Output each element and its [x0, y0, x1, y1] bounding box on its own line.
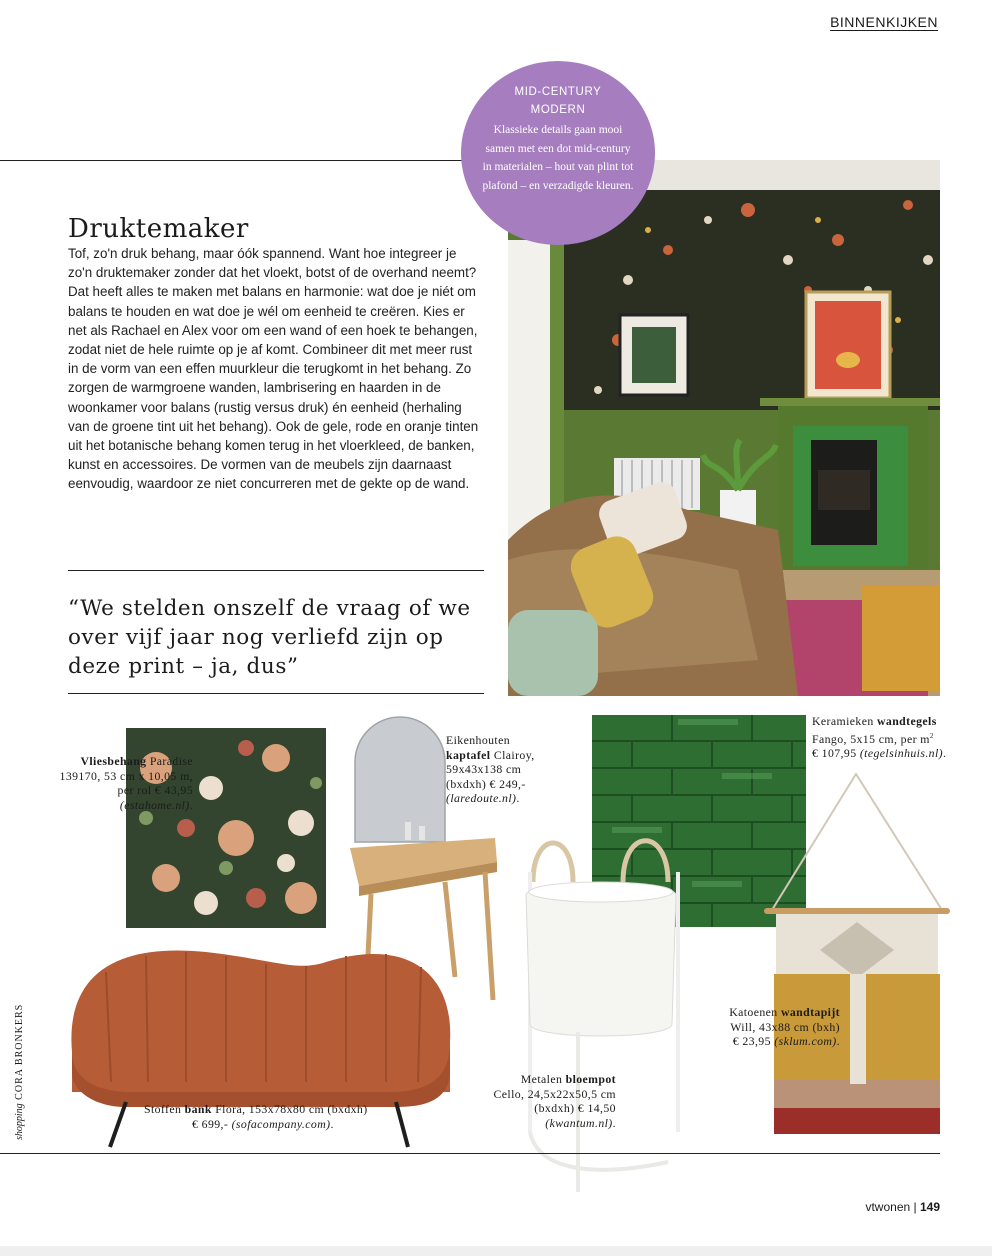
vanity-dimensions: 59x43x138 cm	[446, 762, 522, 776]
footer-brand: vtwonen	[865, 1200, 911, 1214]
tapestry-shop: (sklum.com)	[774, 1034, 837, 1048]
tapestry-name: wandtapijt	[780, 1005, 840, 1019]
tiles-name: wandtegels	[877, 714, 937, 728]
credit-role: shopping	[14, 1103, 25, 1140]
vanity-price: (bxdxh) € 249,-	[446, 776, 526, 791]
planter-price: (bxdxh) € 14,50	[534, 1101, 616, 1115]
wallpaper-model: Paradise	[146, 754, 193, 768]
article-body: Tof, zo'n druk behang, maar óók spannend. Want hoe integreer je zo'n druktemaker zonder dat het vloekt, botst of de overhand neemt? Dat heeft alles te maken met balans en harmonie: wat doe je niét om balans te houden en wat doe je wél om eenheid te creëren. Kies er net als Rachael en Alex voor om een wand of een hoek te behangen, zodat niet de hele ruimte op je af komt. Combineer dit met meer rust in de vorm van een effen muurkleur die terugkomt in het behang. Zo zorgen de warmgroene wanden, lambrisering en haarden in de woonkamer voor balans (rustig versus druk) én eenheid (herhaling van de groene tint uit het behang). Ook de gele, rode en oranje tinten uit het botanische behang komen terug in het vloerkleed, de banken, kunst en accessoires. De vormen van de meubels zijn daarnaast eenvoudig, waardoor ze niet concurreren met de gekte op de wand.	[68, 246, 479, 492]
wallpaper-price: per rol € 43,95	[117, 783, 193, 797]
bottom-rule	[0, 1153, 940, 1154]
article-headline: Druktemaker	[68, 214, 249, 244]
tiles-caption	[812, 714, 962, 760]
wallpaper-name: Vliesbehang	[80, 754, 147, 768]
planter-caption	[470, 1072, 616, 1130]
sofa-dimensions: Flora, 153x78x80 cm (bxdxh)	[211, 1102, 368, 1116]
tapestry-material: Katoenen	[729, 1005, 781, 1019]
tapestry-image	[764, 770, 950, 1140]
vanity-material: Eikenhouten	[446, 733, 511, 747]
vanity-model: Clairoy,	[490, 747, 535, 762]
planter-name: bloempot	[565, 1072, 616, 1086]
tapestry-dot: .	[836, 1034, 840, 1048]
wallpaper-dot: .	[189, 797, 193, 812]
vanity-dot: .	[516, 791, 520, 805]
badge-body: Klassieke details gaan mooi samen met een dot mid-century in materialen – hout van plint tot plafond – en verzadigde kleuren.	[482, 124, 634, 192]
planter-shop: (kwantum.nl)	[545, 1115, 613, 1130]
badge-title-line1: MID-CENTURY	[514, 86, 602, 98]
tiles-unit-sup: 2	[929, 731, 934, 740]
tapestry-caption	[690, 1005, 840, 1049]
tapestry-dimensions: Will, 43x88 cm (bxh)	[730, 1019, 840, 1034]
scan-edge	[0, 1246, 992, 1256]
footer-separator: |	[910, 1200, 920, 1214]
sofa-shop: (sofacompany.com)	[231, 1116, 331, 1131]
credit-name: CORA BRONKERS	[14, 1003, 25, 1100]
wallpaper-shop: (estahome.nl)	[119, 797, 190, 812]
tiles-price: € 107,95	[812, 745, 860, 760]
tapestry-price: € 23,95	[732, 1034, 775, 1048]
quote-rule-top	[68, 570, 484, 571]
wallpaper-caption	[38, 754, 193, 812]
planter-dimensions: Cello, 24,5x22x50,5 cm	[493, 1086, 616, 1101]
wallpaper-dimensions: 139170, 53 cm x 10,05 m,	[59, 768, 193, 783]
quote-rule-bottom	[68, 693, 484, 694]
photo-credit	[14, 1004, 25, 1140]
vanity-caption	[446, 733, 586, 806]
tiles-dimensions: Fango, 5x15 cm, per m	[812, 731, 930, 746]
section-label: BINNENKIJKEN	[830, 14, 938, 30]
pull-quote: “We stelden onszelf de vraag of we over vijf jaar nog verliefd zijn op deze print – ja, dus”	[68, 596, 471, 679]
sofa-name: bank	[184, 1102, 212, 1116]
page-number: 149	[919, 1200, 940, 1214]
sofa-material: Stoffen	[144, 1102, 185, 1116]
sofa-caption	[144, 1102, 394, 1131]
planter-dot: .	[612, 1115, 616, 1130]
badge-title-line2: MODERN	[530, 104, 586, 116]
top-rule	[0, 160, 462, 161]
tiles-shop: (tegelsinhuis.nl)	[859, 745, 943, 760]
sofa-dot: .	[330, 1116, 334, 1131]
vanity-shop: (laredoute.nl)	[446, 791, 517, 805]
planter-material: Metalen	[520, 1072, 566, 1086]
tiles-material: Keramieken	[812, 714, 877, 728]
planter-image	[518, 832, 688, 1198]
sofa-price: € 699,-	[192, 1116, 232, 1131]
page-footer	[865, 1200, 940, 1214]
tiles-dot: .	[942, 745, 947, 760]
vanity-name: kaptafel	[446, 747, 491, 762]
style-badge	[461, 61, 655, 245]
